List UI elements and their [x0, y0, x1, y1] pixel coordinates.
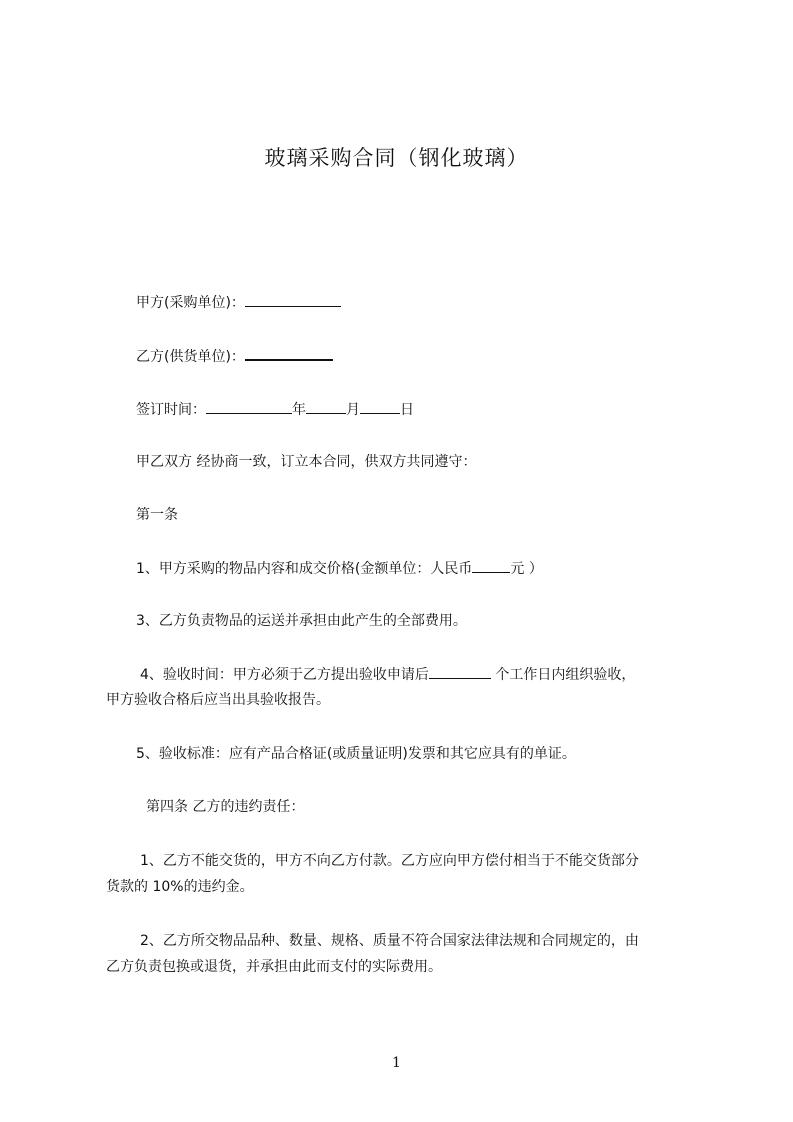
party-b-label: 乙方(供货单位)：: [136, 349, 245, 365]
day-blank: [360, 399, 400, 414]
clause-4-text: 4、验收时间：甲方必须于乙方提出验收申请后: [140, 667, 429, 683]
amount-blank: [472, 558, 510, 573]
year-label: 年: [292, 402, 306, 418]
liability-2-line-2: 乙方负责包换或退货，并承担由此而支付的实际费用。: [106, 959, 442, 975]
clause-1-line: [136, 558, 543, 579]
clause-3-paragraph: 3、乙方负责物品的运送并承担由此产生的全部费用。: [136, 613, 467, 629]
clause-5-paragraph: 5、验收标准：应有产品合格证(或质量证明)发票和其它应具有的单证。: [136, 746, 576, 762]
liability-2-line-1: 2、乙方所交物品品种、数量、规格、质量不符合国家法律法规和合同规定的，由: [140, 933, 639, 949]
party-a-blank: [245, 292, 341, 307]
article-4-heading: 第四条 乙方的违约责任：: [146, 799, 305, 815]
contract-title: 玻璃采购合同（钢化玻璃）: [264, 146, 529, 170]
clause-1-unit: 元 ）: [510, 561, 543, 577]
day-label: 日: [400, 402, 414, 418]
liability-1-line-1: 1、乙方不能交货的，甲方不向乙方付款。乙方应向甲方偿付相当于不能交货部分: [140, 853, 639, 869]
month-label: 月: [346, 402, 360, 418]
clause-1-text: 1、甲方采购的物品内容和成交价格(金额单位：人民币: [136, 561, 473, 577]
page-number: 1: [392, 1055, 401, 1071]
party-b-line: [136, 345, 333, 367]
sign-time-line: [136, 399, 414, 420]
workdays-blank: [429, 664, 491, 679]
clause-4-text-cont: 个工作日内组织验收，: [490, 667, 636, 683]
intro-paragraph: 甲乙双方 经协商一致，订立本合同，供双方共同遵守：: [136, 454, 477, 470]
sign-time-label: 签订时间：: [136, 402, 206, 418]
month-blank: [306, 399, 346, 414]
party-a-label: 甲方(采购单位)：: [136, 295, 245, 311]
article-1-heading: 第一条: [136, 507, 178, 523]
clause-4-line-1: [140, 664, 635, 685]
year-blank: [206, 399, 292, 414]
clause-4-line-2: 甲方验收合格后应当出具验收报告。: [106, 692, 330, 708]
party-b-blank: [245, 345, 333, 361]
party-a-line: [136, 292, 341, 313]
liability-1-line-2: 货款的 10%的违约金。: [106, 879, 254, 895]
